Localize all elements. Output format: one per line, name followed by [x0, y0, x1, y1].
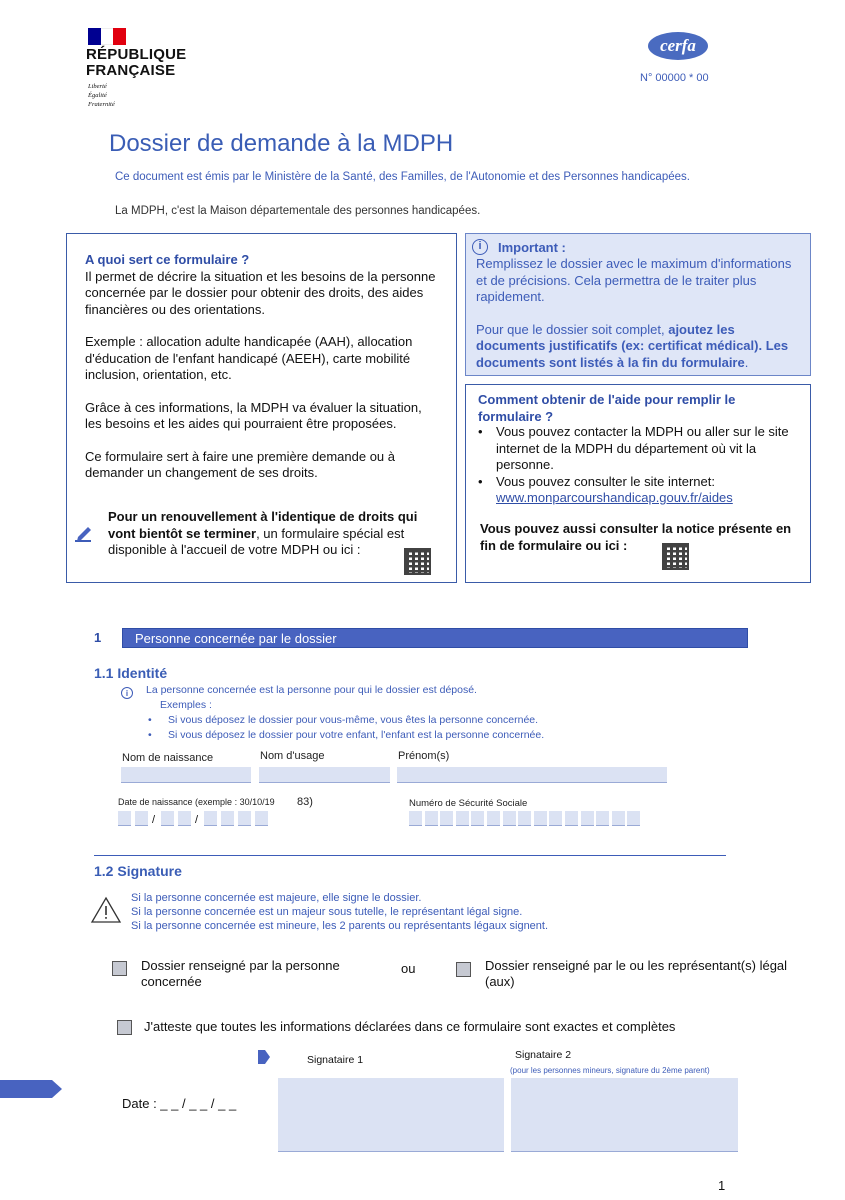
signature-heading: 1.2 Signature: [94, 863, 182, 879]
pointer-shape-icon: [258, 1050, 270, 1064]
important-box: [465, 233, 811, 376]
warning-icon: [90, 896, 122, 924]
important-p1: Remplissez le dossier avec le maximum d'informations et de précisions. Cela permettra de le traiter plus rapidement.: [476, 256, 792, 304]
republic-motto: Liberté Égalité Fraternité: [88, 83, 115, 108]
checkbox-person-concerned[interactable]: [112, 961, 127, 976]
cerfa-number: N° 00000 * 00: [640, 72, 709, 84]
important-p2: Pour que le dossier soit complet, ajoutez les documents justificatifs (ex: certificat médical). Les documents sont listés à la fin du formulaire.: [476, 321, 789, 370]
signatory-2-note: (pour les personnes mineurs, signature du 2ème parent): [510, 1066, 710, 1075]
important-heading: Important :: [498, 240, 566, 255]
republique-francaise-logo: RÉPUBLIQUE FRANÇAISE: [86, 46, 187, 79]
checkbox-attest[interactable]: [117, 1020, 132, 1035]
subtitle: Ce document est émis par le Ministère de la Santé, des Familles, de l'Autonomie et des Personnes handicapées.: [115, 171, 690, 183]
purpose-box: [66, 233, 457, 583]
checkbox-legal-representative-label: Dossier renseigné par le ou les représentant(s) légal (aux): [485, 958, 788, 989]
ssn-label: Numéro de Sécurité Sociale: [409, 798, 528, 809]
section-divider: [94, 855, 726, 856]
birth-name-input[interactable]: [121, 767, 251, 783]
renewal-text: Pour un renouvellement à l'identique de droits qui vont bientôt se terminer, un formulaire spécial est disponible à l'accueil de votre MDPH ou ici :: [108, 509, 418, 557]
french-flag-icon: [88, 28, 126, 45]
birth-date-label: Date de naissance (exemple : 30/10/19: [118, 797, 275, 807]
date-label: Date : _ _ / _ _ / _ _: [122, 1096, 237, 1111]
help-link[interactable]: www.monparcourshandicap.gouv.fr/aides: [496, 490, 733, 505]
arrow-marker-icon: [0, 1080, 62, 1098]
birth-date-input[interactable]: / /: [118, 811, 278, 829]
purpose-heading: A quoi sert ce formulaire ?: [85, 252, 250, 267]
usage-name-input[interactable]: [259, 767, 390, 783]
info-icon: i: [472, 239, 488, 255]
signatory-1-label: Signataire 1: [307, 1054, 364, 1066]
signature-1-field[interactable]: [278, 1078, 504, 1152]
help-heading: Comment obtenir de l'aide pour remplir le formulaire ?: [478, 392, 736, 424]
first-name-input[interactable]: [397, 767, 667, 783]
signature-2-field[interactable]: [511, 1078, 738, 1152]
purpose-p3: Grâce à ces informations, la MDPH va évaluer la situation, les besoins et les aides qui pourraient être proposées.: [85, 399, 422, 431]
cerfa-logo: cerfa: [648, 32, 708, 60]
identity-note: La personne concernée est la personne pour qui le dossier est déposé. Exemples : • Si vous déposez le dossier pour vous-même, vous êtes la personne concernée. • Si vous déposez le dossier pour votre enfant, l'enfant est la personne concernée.: [146, 684, 545, 741]
renewal-qr-code[interactable]: [404, 548, 431, 575]
attest-label: J'atteste que toutes les informations déclarées dans ce formulaire sont exactes et complètes: [144, 1019, 676, 1034]
signature-notes: Si la personne concernée est majeure, elle signe le dossier. Si la personne concernée est un majeur sous tutelle, le représentant légal signe. Si la personne concernée est mineure, les 2 parents ou représentants légaux signent.: [131, 892, 549, 932]
signatory-2-label: Signataire 2: [515, 1049, 572, 1061]
purpose-p4: Ce formulaire sert à faire une première demande ou à demander un changement de ses droits.: [85, 448, 395, 480]
section-number: 1: [94, 630, 102, 645]
birth-name-label: Nom de naissance: [122, 752, 214, 764]
help-box: [465, 384, 811, 583]
page-number: 1: [718, 1178, 726, 1193]
pencil-icon: [73, 522, 95, 544]
page-title: Dossier de demande à la MDPH: [109, 130, 454, 157]
purpose-p1: Il permet de décrire la situation et les besoins de la personne concernée par le dossier pour obtenir des droits, des aides financières ou des orientations.: [85, 268, 436, 317]
help-notice-text: Vous pouvez aussi consulter la notice présente en fin de formulaire ou ici :: [480, 521, 792, 553]
ssn-input[interactable]: [409, 811, 644, 829]
notice-qr-code[interactable]: [662, 543, 689, 570]
first-name-label: Prénom(s): [398, 750, 450, 762]
usage-name-label: Nom d'usage: [260, 750, 325, 762]
info-icon: i: [121, 687, 133, 699]
checkbox-person-concerned-label: Dossier renseigné par la personne concernée: [141, 958, 340, 989]
help-bullet-1: • Vous pouvez contacter la MDPH ou aller sur le site internet de la MDPH du département où vit la personne.: [478, 424, 789, 472]
subtitle-mdph: La MDPH, c'est la Maison départementale des personnes handicapées.: [115, 205, 481, 217]
checkbox-legal-representative[interactable]: [456, 962, 471, 977]
section-title: Personne concernée par le dossier: [122, 628, 748, 648]
birth-date-label-suffix: 83): [297, 796, 313, 808]
identity-heading: 1.1 Identité: [94, 665, 168, 681]
purpose-p2: Exemple : allocation adulte handicapée (AAH), allocation d'éducation de l'enfant handicapé (AEEH), carte mobilité inclusion, orientation, etc.: [85, 334, 413, 382]
help-bullet-2: • Vous pouvez consulter le site internet:: [478, 473, 715, 489]
or-label: ou: [401, 961, 416, 976]
